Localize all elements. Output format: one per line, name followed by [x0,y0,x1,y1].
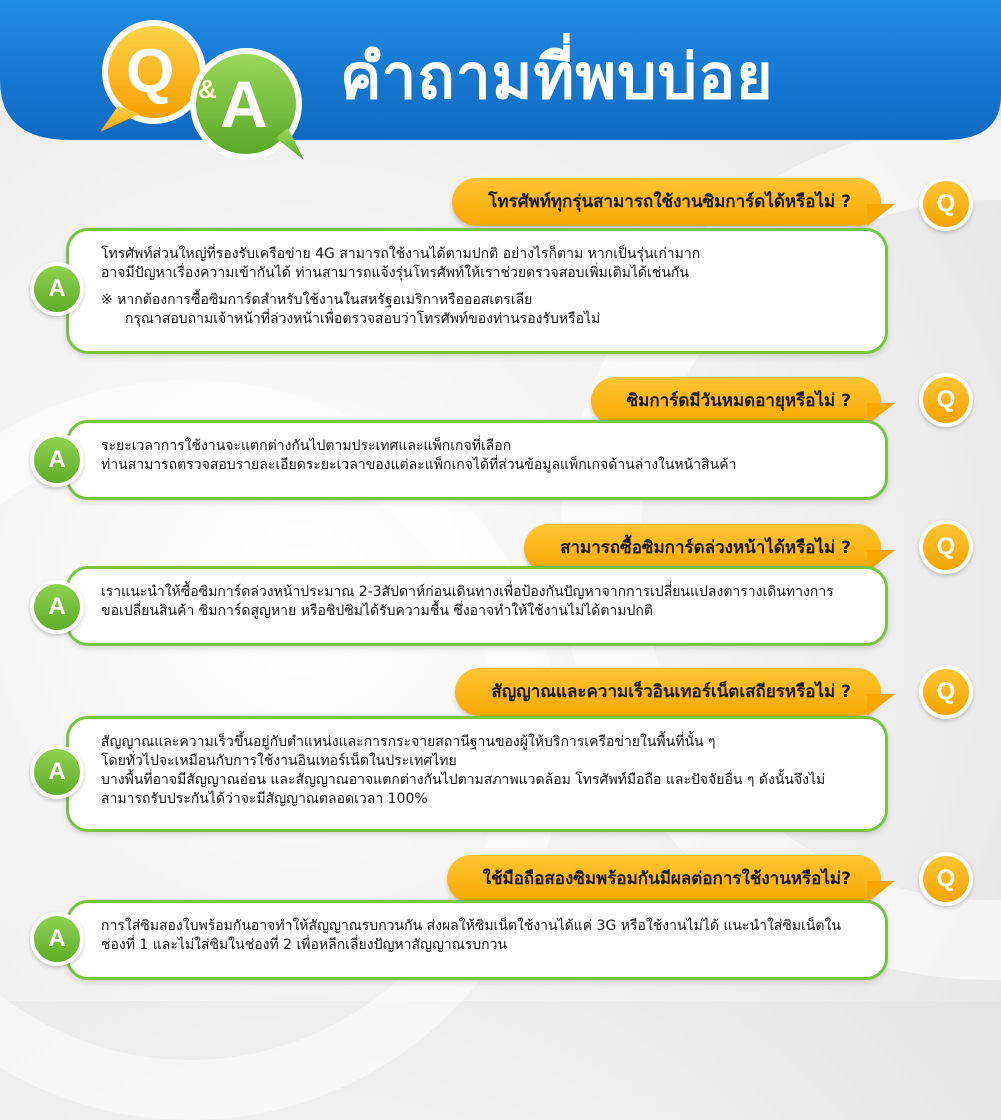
question-4 [455,668,881,716]
answer-line: ระยะเวลาการใช้งานจะแตกต่างกันไปตามประเทศและแพ็กเกจที่เลือก [101,438,512,454]
answer-line: สามารถรับประกันได้ว่าจะมีสัญญาณตลอดเวลา 100% [101,791,428,807]
question-3 [524,524,881,572]
answer-line: ขอเปลี่ยนสินค้า ซิมการ์ดสูญหาย หรือชิปซิมได้รับความชื้น ซึ่งอาจทำให้ใช้งานไม่ได้ตามปกติ [101,603,653,619]
answer-line: การใส่ซิมสองใบพร้อมกันอาจทำให้สัญญาณรบกวนกัน ส่งผลให้ซิมเน็ตใช้งานได้แค่ 3G หรือใช้งานไม่ได้ แนะนำใส่ซิมเน็ตใน [101,918,841,934]
answer-line: สัญญาณและความเร็วขึ้นอยู่กับตำแหน่งและการกระจายสถานีฐานของผู้ให้บริการเครือข่ายในพื้นที่นั้น ๆ [101,734,716,750]
question-text: โทรศัพท์ทุกรุ่นสามารถใช้งานซิมการ์ดได้หรือไม่ ? [488,192,851,212]
q-letter: Q [923,856,969,902]
answer-1 [66,228,888,354]
answer-line: โทรศัพท์ส่วนใหญ่ที่รองรับเครือข่าย 4G สามารถใช้งานได้ตามปกติ อย่างไรก็ตาม หากเป็นรุ่นเก่ามาก [101,246,701,262]
answer-line: บางพื้นที่อาจมีสัญญาณอ่อน และสัญญาณอาจแตกต่างกันไปตามสภาพแวดล้อม โทรศัพท์มือถือ และปัจจัยอื่น ๆ ดังนั้นจึงไม่ [101,772,826,788]
answer-line: โดยทั่วไปจะเหมือนกับการใช้งานอินเทอร์เน็ตในประเทศไทย [101,753,457,769]
page-title: คำถามที่พบบ่อย [340,40,774,113]
question-text: ใช้มือถือสองซิมพร้อมกันมีผลต่อการใช้งานหรือไม่? [482,869,851,889]
a-letter: A [34,437,80,483]
q-letter: Q [923,669,969,715]
answer-line: ช่องที่ 1 และไม่ใส่ซิมในช่องที่ 2 เพื่อหลีกเลี่ยงปัญหาสัญญาณรบกวน [101,937,508,953]
a-badge-icon [30,912,84,966]
answer-3 [66,566,888,646]
question-5 [447,855,881,903]
q-badge-icon [919,852,973,906]
q-letter: Q [923,524,969,570]
q-letter: Q [923,181,969,227]
question-bubble-tail [867,204,895,226]
q-badge-icon [919,520,973,574]
question-text: ซิมการ์ดมีวันหมดอายุหรือไม่ ? [626,391,851,411]
a-letter: A [34,916,80,962]
a-badge-icon [30,433,84,487]
answer-line: เราแนะนำให้ซื้อซิมการ์ดล่วงหน้าประมาณ 2-3สัปดาห์ก่อนเดินทางเพื่อป้องกันปัญหาจากการเปลี่ยนแปลงตารางเดินทางการ [101,584,834,600]
question-text: สัญญาณและความเร็วอินเทอร์เน็ตเสถียรหรือไม่ ? [491,682,851,702]
a-badge-icon [30,745,84,799]
answer-4 [66,716,888,832]
question-bubble-tail [867,694,895,716]
q-badge-icon [919,665,973,719]
qa-logo [90,10,340,170]
answer-line: ท่านสามารถตรวจสอบรายละเอียดระยะเวลาของแต่ละแพ็กเกจได้ที่ส่วนข้อมูลแพ็กเกจด้านล่างในหน้าสินค้า [101,457,737,473]
logo-q-letter: Q [126,37,175,106]
question-2 [591,377,881,425]
q-badge-icon [919,373,973,427]
answer-5 [66,900,888,980]
question-text: สามารถซื้อซิมการ์ดล่วงหน้าได้หรือไม่ ? [560,538,851,558]
q-letter: Q [923,377,969,423]
a-letter: A [34,584,80,630]
answer-note: กรุณาสอบถามเจ้าหน้าที่ล่วงหน้าเพื่อตรวจสอบว่าโทรศัพท์ของท่านรองรับหรือไม่ [125,311,601,327]
answer-line: อาจมีปัญหาเรื่องความเข้ากันได้ ท่านสามารถแจ้งรุ่นโทรศัพท์ให้เราช่วยตรวจสอบเพิ่มเติมได้เช่นกัน [101,265,689,281]
question-1 [452,178,881,226]
logo-a-letter: A [220,67,268,141]
a-badge-icon [30,262,84,316]
answer-2 [66,420,888,500]
logo-ampersand: & [198,74,217,104]
a-badge-icon [30,580,84,634]
a-letter: A [34,749,80,795]
a-letter: A [34,266,80,312]
q-badge-icon [919,177,973,231]
header-banner [0,0,1001,150]
answer-note: ※ หากต้องการซื้อซิมการ์ดสำหรับใช้งานในสหรัฐอเมริกาหรือออสเตรเลีย [101,292,533,308]
